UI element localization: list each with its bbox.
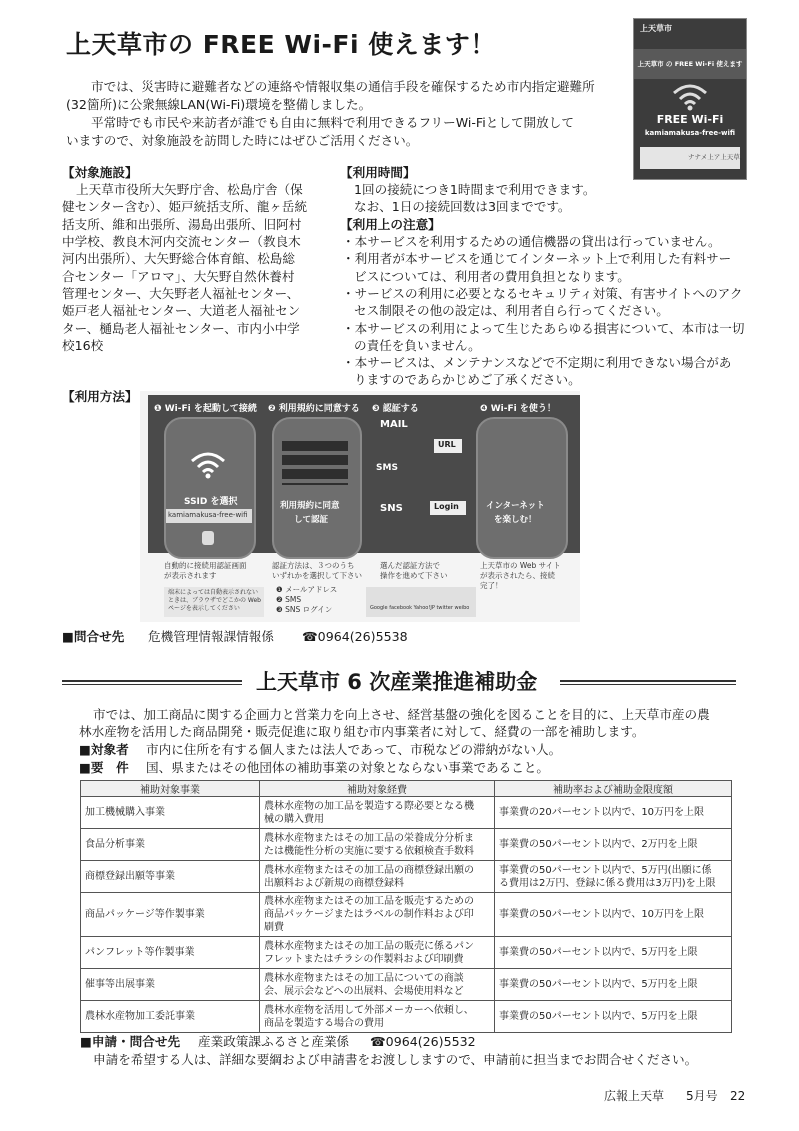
table-cell-project: 商品パッケージ等作製事業 [81, 893, 260, 937]
step4-screen-text: インターネット [486, 501, 545, 511]
facilities-line: 中学校、教良木河内交流センター（教良木 [62, 234, 301, 249]
table-row [81, 861, 732, 893]
step2-caption: いずれかを選択して下さい [272, 571, 362, 580]
table-cell-rate: 事業費の50パーセント以内で、2万円を上限 [495, 829, 732, 861]
step3-social: Google facebook Yahoo!JP twitter weibo [370, 605, 470, 611]
footer-publication: 広報上天草 [604, 1089, 665, 1103]
step4-title: ❹ Wi-Fi を使う！ [480, 404, 556, 414]
table-cell-project: 催事等出展事業 [81, 969, 260, 1001]
notes-line: ・本サービスの利用によって生じたあらゆる損害について、本市は一切 [342, 321, 745, 336]
table-cell-expense: 農林水産物またはその加工品についての商談 会、展示会などへの出展料、会場使用料など [260, 969, 495, 1001]
title-rule-left [62, 680, 242, 685]
table-header-row [81, 781, 732, 797]
step3-title: ❸ 認証する [372, 404, 419, 414]
wifi-contact-label: ■問合せ先 [62, 629, 125, 644]
step3-caption: 操作を進めて下さい [380, 571, 448, 580]
footer-month: 5月号 [686, 1089, 718, 1103]
table-row [81, 1001, 732, 1033]
eligible-label: ■対象者 [79, 742, 129, 757]
table-cell-rate: 事業費の50パーセント以内で、10万円を上限 [495, 893, 732, 937]
step1-note: ページを表示してください [168, 605, 240, 612]
table-cell-expense: 農林水産物またはその加工品の商標登録出願の 出願料および新規の商標登録料 [260, 861, 495, 893]
step1-caption: が表示されます [164, 571, 217, 580]
notes-line: ・利用者が本サービスを通じてインターネット上で利用した有料サー [342, 251, 732, 266]
requirement-label: ■要 件 [79, 760, 129, 775]
poster-wifi-icon [670, 81, 710, 111]
step2-caption: 認証方法は、３つのうち [272, 561, 355, 570]
subsidy-intro-line: 市では、加工商品に関する企画力と営業力を向上させ、経営基盤の強化を図ることを目的に、上天草市産の農 [93, 707, 710, 722]
facilities-line: 健センター含む）、姫戸統括支所、龍ヶ岳統 [62, 199, 308, 214]
wifi-poster [633, 18, 747, 180]
step2-screen-text: 利用規約に同意 [280, 501, 340, 511]
table-cell-project: 商標登録出願等事業 [81, 861, 260, 893]
table-cell-rate: 事業費の50パーセント以内で、5万円を上限 [495, 969, 732, 1001]
page-number: 22 [730, 1089, 746, 1103]
poster-org: 上天草市 [640, 24, 672, 33]
table-cell-rate: 事業費の50パーセント以内で、5万円(出願に係 る費用は2万円、登録に係る費用は3万円)を上限 [495, 861, 732, 893]
facilities-line: 河内出張所）、大矢野総合体育館、松島総 [62, 251, 295, 266]
step4-caption: 完了！ [480, 581, 503, 590]
wifi-intro-line: 市では、災害時に避難者などの連絡や情報収集の通信手段を確保するため市内指定避難所 [91, 79, 595, 94]
apply-label: ■申請・問合せ先 [80, 1034, 181, 1049]
step3-login: Login [434, 502, 459, 511]
hours-line: 1回の接続につき1時間まで利用できます。 [354, 182, 596, 197]
notes-line: ・本サービスは、メンテナンスなどで不定期に利用できない場合があ [342, 355, 732, 370]
step2-title: ❷ 利用規約に同意する [268, 404, 360, 414]
table-cell-expense: 農林水産物を活用して外部メーカーへ依頼し、 商品を製造する場合の費用 [260, 1001, 495, 1033]
poster-slogan: ナナメ上ア上天草。 [688, 153, 747, 161]
table-cell-rate: 事業費の20パーセント以内で、10万円を上限 [495, 797, 732, 829]
table-row [81, 893, 732, 937]
table-cell-expense: 農林水産物またはその加工品の販売に係るパン フレットまたはチラシの作製料および印刷費 [260, 937, 495, 969]
table-cell-rate: 事業費の50パーセント以内で、5万円を上限 [495, 937, 732, 969]
step1-wifi-icon [188, 449, 228, 479]
step1-note: 端末によっては自動表示されない [168, 589, 259, 596]
poster-headline: 上天草市 の FREE Wi-Fi 使えます [637, 60, 743, 68]
apply-note: 申請を希望する人は、詳細な要綱および申請書をお渡ししますので、申請前に担当までお問合せください。 [93, 1052, 698, 1067]
eligible-text: 市内に住所を有する個人または法人であって、市税などの滞納がない人。 [146, 742, 562, 757]
step1-caption: 自動的に接続用認証画面 [164, 561, 247, 570]
table-row [81, 829, 732, 861]
step1-note: ときは、ブラウザでどこかの Web [168, 597, 261, 604]
facilities-line: 括支所、維和出張所、湯島出張所、旧阿村 [62, 217, 302, 232]
step4-caption: 上天草市の Web サイト [480, 561, 561, 570]
table-header: 補助対象経費 [260, 781, 495, 797]
table-cell-expense: 農林水産物またはその加工品を販売するための 商品パッケージまたはラベルの制作料および印 刷費 [260, 893, 495, 937]
facilities-line: ター、樋島老人福祉センター、市内小中学 [62, 321, 300, 336]
step3-sns: SNS [380, 503, 403, 514]
apply-dept: 産業政策課ふるさと産業係 [198, 1034, 350, 1049]
facilities-line: 合センター「アロマ」、大矢野自然休養村 [62, 269, 295, 284]
requirement-text: 国、県またはその他団体の補助事業の対象とならない事業であること。 [146, 760, 549, 775]
step1-screen-text: SSID を選択 [184, 497, 238, 507]
title-rule-right [560, 680, 736, 685]
subsidy-table [80, 780, 732, 1033]
table-cell-expense: 農林水産物の加工品を製造する際必要となる機 械の購入費用 [260, 797, 495, 829]
facilities-line: 校16校 [62, 338, 104, 353]
step1-title: ❶ Wi-Fi を起動して接続 [154, 404, 257, 414]
notes-label: 【利用上の注意】 [340, 217, 441, 232]
step4-caption: が表示されたら、接続 [480, 571, 555, 580]
table-row [81, 969, 732, 1001]
notes-line: りますのであらかじめご了承ください。 [354, 372, 581, 387]
poster-free-wifi: FREE Wi-Fi [656, 113, 724, 126]
notes-line: ビスについては、利用者の費用負担となります。 [354, 269, 630, 284]
table-header: 補助率および補助金限度額 [495, 781, 732, 797]
step3-caption: 選んだ認証方法で [380, 561, 440, 570]
step2-option: ❶ メールアドレス [276, 585, 338, 594]
table-cell-expense: 農林水産物またはその加工品の栄養成分分析ま たは機能性分析の実施に要する依頼検査手数料 [260, 829, 495, 861]
wifi-contact-dept: 危機管理情報課情報係 [148, 629, 274, 644]
table-cell-project: 加工機械購入事業 [81, 797, 260, 829]
table-cell-project: パンフレット等作製事業 [81, 937, 260, 969]
wifi-contact-tel: ☎0964(26)5538 [302, 629, 408, 644]
step4-phone [476, 417, 568, 559]
table-cell-project: 食品分析事業 [81, 829, 260, 861]
step1-ssid: kamiamakusa-free-wifi [168, 511, 248, 519]
apply-tel: ☎0964(26)5532 [370, 1034, 476, 1049]
table-cell-rate: 事業費の50パーセント以内で、5万円を上限 [495, 1001, 732, 1033]
hours-label: 【利用時間】 [340, 165, 416, 180]
step1-tap-icon [202, 531, 214, 545]
facilities-line: 管理センター、大矢野老人福祉センター、 [62, 286, 300, 301]
wifi-intro-line: 平常時でも市民や来訪者が誰でも自由に無料で利用できるフリーWi-Fiとして開放して [91, 115, 574, 130]
method-label: 【利用方法】 [62, 389, 138, 404]
step3-url: URL [438, 440, 456, 449]
step2-phone [272, 417, 362, 559]
subsidy-title: 上天草市 6 次産業推進補助金 [256, 670, 538, 694]
table-row [81, 797, 732, 829]
step3-sms: SMS [376, 463, 398, 473]
notes-line: セス制限その他の設定は、利用者自ら行ってください。 [354, 303, 669, 318]
hours-line: なお、1日の接続回数は3回までです。 [354, 199, 571, 214]
notes-line: の責任を負いません。 [354, 338, 481, 353]
facilities-label: 【対象施設】 [62, 165, 138, 180]
table-row [81, 937, 732, 969]
notes-line: ・本サービスを利用するための通信機器の貸出は行っていません。 [342, 234, 721, 249]
notes-line: ・サービスの利用に必要となるセキュリティ対策、有害サイトへのアク [342, 286, 743, 301]
poster-ssid: kamiamakusa-free-wifi [644, 129, 736, 137]
step4-screen-text2: を楽しむ！ [494, 515, 537, 525]
table-header: 補助対象事業 [81, 781, 260, 797]
wifi-intro-line: いますので、対象施設を訪問した時にはぜひご活用ください。 [66, 133, 419, 148]
facilities-line: 姫戸老人福祉センター、大道老人福祉セン [62, 303, 301, 318]
table-cell-project: 農林水産物加工委託事業 [81, 1001, 260, 1033]
step2-screen-text2: して認証 [294, 515, 329, 525]
step3-mail: MAIL [380, 419, 408, 430]
method-panel-area [140, 391, 580, 622]
wifi-intro-line: (32箇所)に公衆無線LAN(Wi-Fi)環境を整備しました。 [66, 97, 372, 112]
facilities-line: 上天草市役所大矢野庁舎、松島庁舎（保 [76, 182, 303, 197]
wifi-title: 上天草市の FREE Wi-Fi 使えます！ [66, 30, 496, 59]
step2-option: ❷ SMS [276, 595, 302, 604]
step2-option: ❸ SNS ログイン [276, 605, 333, 614]
subsidy-intro-line: 林水産物を活用した商品開発・販売促進に取り組む市内事業者に対して、経費の一部を補助します。 [79, 724, 645, 739]
